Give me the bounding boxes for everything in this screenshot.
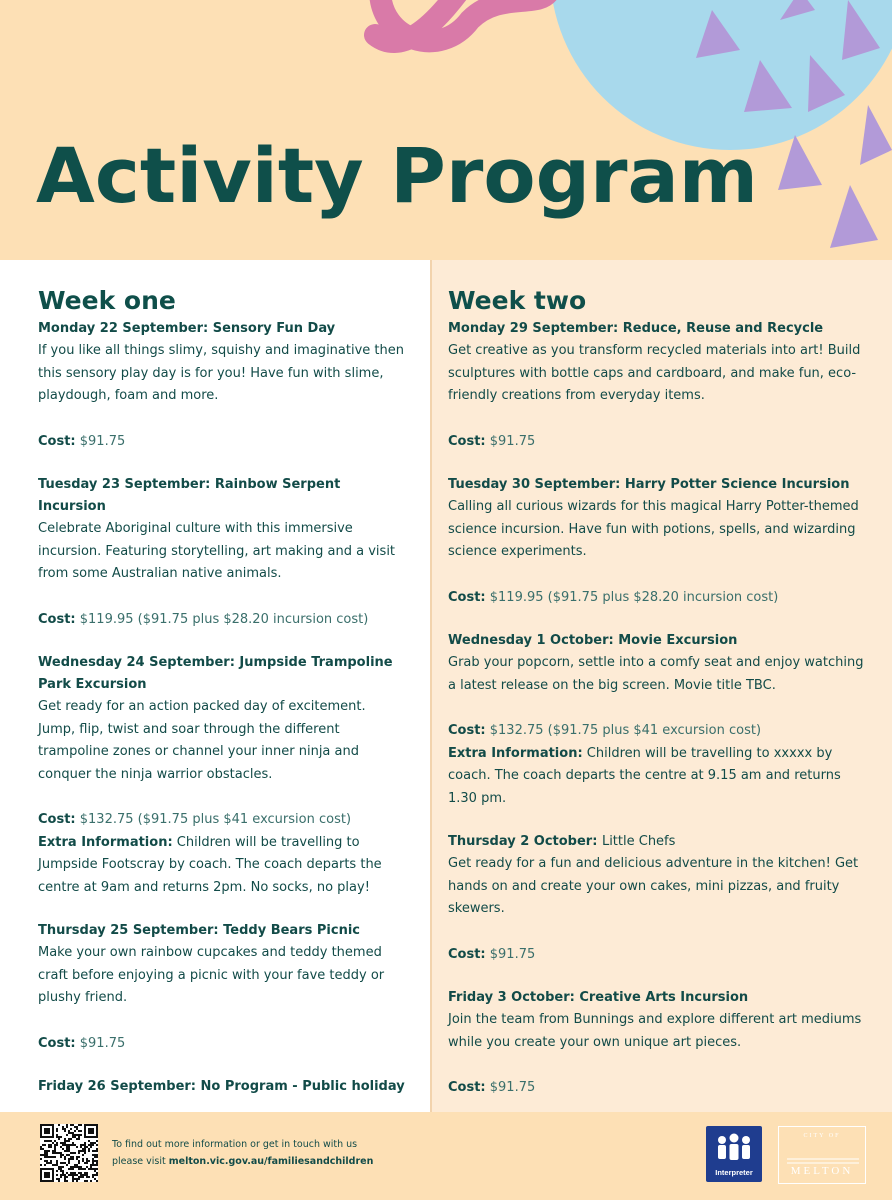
event-title-name: Little Chefs <box>601 834 676 849</box>
event-title <box>448 831 870 853</box>
cost-label: Cost: <box>448 589 486 605</box>
spacer <box>38 786 406 809</box>
event-title: Tuesday 30 September: Harry Potter Science Incursion <box>448 477 850 492</box>
event-item <box>448 831 870 966</box>
spacer <box>448 697 870 720</box>
event-description: Calling all curious wizards for this magical Harry Potter-themed science incursion. Have fun with potions, spells, and wizarding science experiments. <box>448 499 859 559</box>
blue-circle-shape <box>550 0 892 150</box>
interpreter-logo <box>706 1126 762 1182</box>
cost-label: Cost: <box>448 946 486 962</box>
header-banner <box>0 0 892 260</box>
event-description: If you like all things slimy, squishy and imaginative then this sensory play day is for you! Have fun with slime, playdough, foam and more. <box>38 343 404 403</box>
purple-triangle <box>830 185 878 248</box>
event-description: Make your own rainbow cupcakes and teddy themed craft before enjoying a picnic with your fave teddy or plushy friend. <box>38 945 385 1005</box>
extra-info-text: Children will be travelling to xxxxx by coach. The coach departs the centre at 9.15 am and returns 1.30 pm. <box>448 745 841 806</box>
week-heading: Week one <box>38 286 176 315</box>
purple-triangle <box>860 105 892 165</box>
event-cost <box>38 1033 406 1056</box>
footer <box>0 1112 892 1200</box>
footer-line-1: To find out more information or get in touch with us <box>112 1139 358 1150</box>
spacer <box>448 921 870 944</box>
cost-value: $91.75 <box>489 1080 536 1095</box>
cost-label: Cost: <box>448 1080 486 1095</box>
event-description: Join the team from Bunnings and explore different art mediums while you create your own unique art pieces. <box>448 1012 862 1050</box>
cost-value: $91.75 <box>79 1035 126 1051</box>
week-heading: Week two <box>448 286 587 315</box>
footer-line-2 <box>112 1153 373 1170</box>
event-title: Tuesday 23 September: Rainbow Serpent Incursion <box>38 477 341 514</box>
event-item <box>448 474 870 609</box>
cost-label: Cost: <box>38 1035 76 1051</box>
event-title: Thursday 25 September: Teddy Bears Picnic <box>38 923 360 938</box>
event-description: Get ready for a fun and delicious adventure in the kitchen! Get hands on and create your own cakes, mini pizzas, and fruity skewers. <box>448 856 859 916</box>
event-description: Grab your popcorn, settle into a comfy seat and enjoy watching a latest release on the big screen. Movie title TBC. <box>448 655 864 693</box>
event-item <box>448 987 870 1100</box>
event-title-date: Thursday 2 October: <box>448 834 598 849</box>
spacer <box>38 408 406 431</box>
qr-code[interactable] <box>40 1124 98 1182</box>
event-cost <box>38 431 406 454</box>
spacer <box>448 564 870 587</box>
event-item <box>448 318 870 453</box>
extra-info-label: Extra Information: <box>38 834 173 850</box>
event-title: Friday 3 October: Creative Arts Incursion <box>448 990 749 1005</box>
event-title: Monday 29 September: Reduce, Reuse and Recycle <box>448 321 824 336</box>
cost-label: Cost: <box>38 433 76 449</box>
purple-triangle <box>778 135 822 190</box>
website-link[interactable]: melton.vic.gov.au/familiesandchildren <box>168 1156 374 1167</box>
event-cost <box>448 720 870 743</box>
decorative-shapes <box>0 0 892 260</box>
event-cost <box>448 944 870 967</box>
extra-info-text: Children will be travelling to Jumpside Footscray by coach. The coach departs the centre at 9am and returns 2pm. No socks, no play! <box>38 834 382 895</box>
cost-value: $132.75 ($91.75 plus $41 excursion cost) <box>489 723 762 738</box>
cost-value: $91.75 <box>489 946 536 962</box>
event-cost <box>38 609 406 632</box>
footer-line-2-prefix: please visit <box>112 1156 166 1167</box>
cost-label: Cost: <box>38 812 76 827</box>
event-extra-info <box>38 832 406 900</box>
cost-value: $91.75 <box>489 433 536 449</box>
cost-value: $132.75 ($91.75 plus $41 excursion cost) <box>79 812 352 827</box>
interpreter-label: Interpreter <box>715 1168 753 1177</box>
event-description: Celebrate Aboriginal culture with this immersive incursion. Featuring storytelling, art making and a visit from some Australian native animals. <box>38 521 396 581</box>
event-item <box>38 652 406 899</box>
event-item <box>448 630 870 810</box>
event-description: Get creative as you transform recycled materials into art! Build sculptures with bottle caps and cardboard, and make fun, eco-friendly creations from everyday items. <box>448 343 861 403</box>
week-one-column <box>0 260 430 1112</box>
cost-value: $119.95 ($91.75 plus $28.20 incursion cost) <box>489 589 779 605</box>
event-description: Get ready for an action packed day of excitement. Jump, flip, twist and soar through the different trampoline zones or channel your inner ninja and conquer the ninja warrior obstacles. <box>38 699 366 782</box>
spacer <box>448 408 870 431</box>
city-of-melton-logo <box>778 1126 866 1184</box>
event-title: Wednesday 1 October: Movie Excursion <box>448 633 738 648</box>
event-title: Friday 26 September: No Program - Public holiday <box>38 1079 405 1094</box>
page-title: Activity Program <box>36 131 758 220</box>
event-item <box>38 474 406 631</box>
event-cost <box>448 1077 870 1100</box>
event-item <box>38 1076 406 1098</box>
cost-value: $91.75 <box>79 433 126 449</box>
event-cost <box>38 809 406 832</box>
footer-text <box>112 1136 373 1170</box>
event-cost <box>448 431 870 454</box>
spacer <box>38 586 406 609</box>
cost-label: Cost: <box>38 611 76 627</box>
event-extra-info <box>448 743 870 811</box>
spacer <box>448 1054 870 1077</box>
spacer <box>38 1010 406 1033</box>
cost-label: Cost: <box>448 433 486 449</box>
logo-top-text: CITY OF <box>803 1133 841 1139</box>
logo-name: MELTON <box>790 1165 854 1177</box>
event-cost <box>448 587 870 610</box>
event-item <box>38 318 406 453</box>
extra-info-label: Extra Information: <box>448 745 583 761</box>
cost-value: $119.95 ($91.75 plus $28.20 incursion cost) <box>79 611 369 627</box>
event-item <box>38 920 406 1055</box>
week-two-column <box>430 260 892 1112</box>
cost-label: Cost: <box>448 723 486 738</box>
event-title: Wednesday 24 September: Jumpside Trampoline Park Excursion <box>38 655 393 692</box>
event-title: Monday 22 September: Sensory Fun Day <box>38 321 336 336</box>
